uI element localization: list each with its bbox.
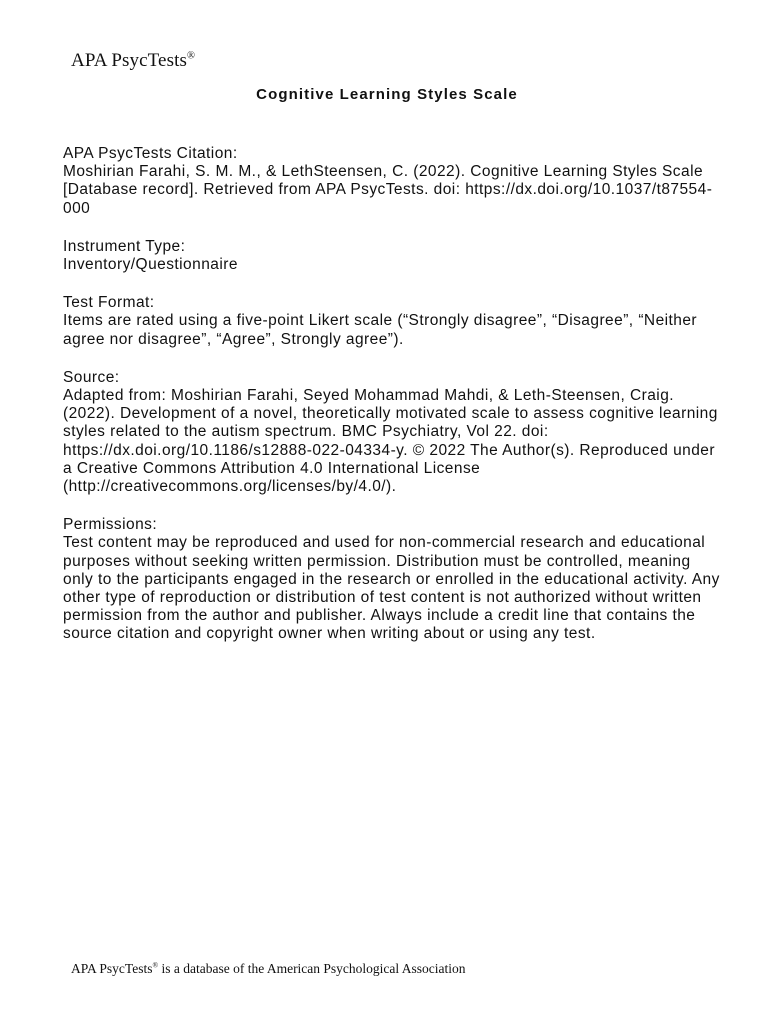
instrument-type-text: Inventory/Questionnaire [63, 256, 238, 274]
permissions-section [63, 516, 723, 643]
document-title: Cognitive Learning Styles Scale [256, 86, 518, 103]
citation-section [63, 145, 723, 218]
test-format-label: Test Format: [63, 294, 155, 312]
instrument-type-section [63, 238, 723, 274]
permissions-text: Test content may be reproduced and used for non-commercial research and educational purposes without seeking written permission. Distribution must be controlled, meaning only to the participants engaged in the research or enrolled in the educational activity. Any other type of reproduction or distribution of test content is not authorized without written permission from the author and publisher. Always include a credit line that contains the source citation and copyright owner when writing about or using any test. [63, 534, 720, 643]
citation-label: APA PsycTests Citation: [63, 145, 238, 162]
footer-brand: APA PsycTests [71, 961, 153, 976]
logo-text: APA PsycTests [71, 50, 187, 71]
source-label: Source: [63, 368, 120, 386]
instrument-type-label: Instrument Type: [63, 237, 186, 255]
footer-registered-mark: ® [152, 960, 159, 970]
source-text: Adapted from: Moshirian Farahi, Seyed Mohammad Mahdi, & Leth-Steensen, Craig. (2022). Development of a novel, theoretically motivated scale to assess cognitive learning styles related to the autism spectrum. BMC Psychiatry, Vol 22. doi: https://dx.doi.org/10.1186/s12888-022-04334-y. © 2022 The Author(s). Reproduced under a Creative Commons Attribution 4.0 International License (http://creativecommons.org/licenses/by/4.0/). [63, 387, 718, 496]
test-format-text: Items are rated using a five-point Likert scale (“Strongly disagree”, “Disagree”, “Neither agree nor disagree”, “Agree”, Strongly agree”). [63, 312, 698, 348]
document-body [63, 145, 723, 664]
citation-text: Moshirian Farahi, S. M. M., & LethSteensen, C. (2022). Cognitive Learning Styles Scale [Database record]. Retrieved from APA PsycTests. doi: https://dx.doi.org/10.1037/t87554-000 [63, 163, 713, 217]
registered-mark: ® [186, 50, 195, 62]
test-format-section [63, 294, 723, 349]
footer-text: is a database of the American Psychological Association [158, 961, 466, 976]
apa-psyctests-logo [71, 50, 195, 72]
footer-note [71, 961, 466, 977]
source-section [63, 369, 723, 496]
permissions-label: Permissions: [63, 516, 158, 534]
